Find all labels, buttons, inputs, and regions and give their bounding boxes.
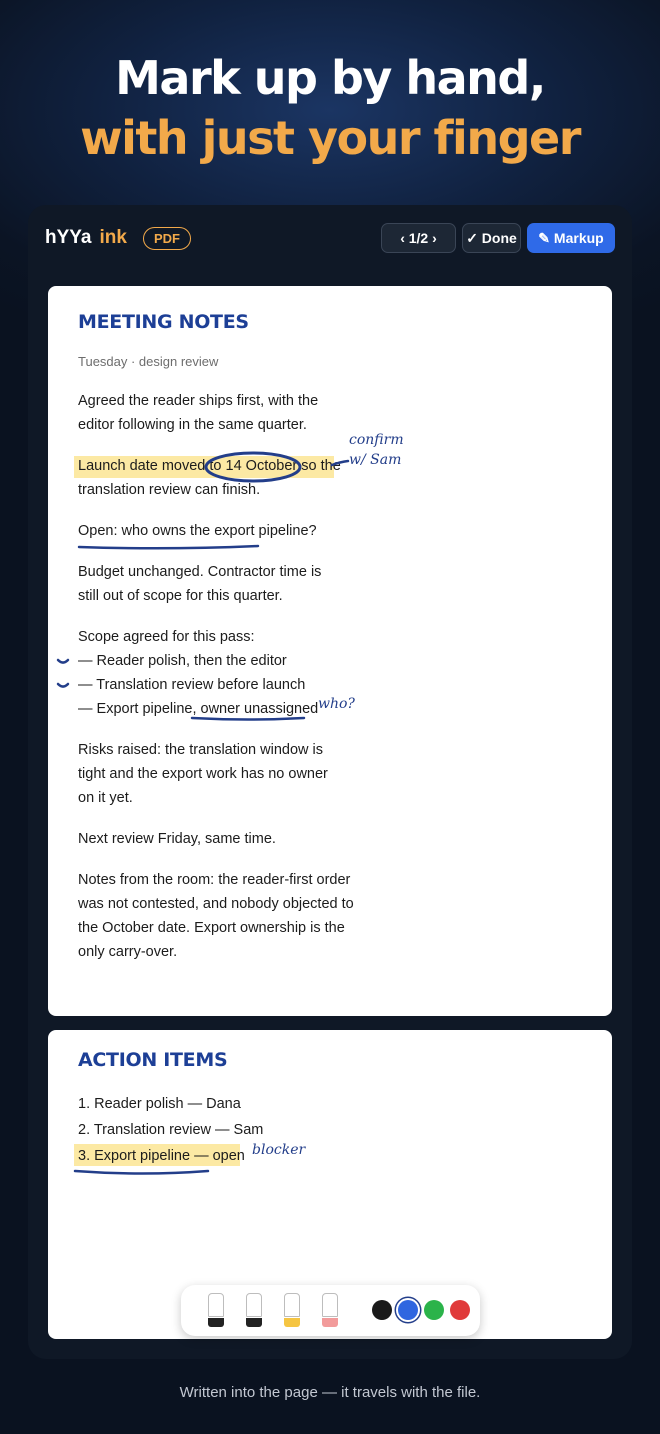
text-line: — Translation review before launch [78,677,306,693]
markup-button[interactable]: ✎ Markup [527,223,615,253]
ink-note-with-sam: w/ Sam [349,452,402,468]
color-swatch-black[interactable] [372,1300,392,1320]
ink-note-who: who? [318,696,355,712]
page-navigator-button[interactable]: ‹ 1/2 › [381,223,456,253]
text-line: Scope agreed for this pass: [78,629,255,645]
text-line: Budget unchanged. Contractor time is [78,564,322,580]
ink-check-1 [58,660,68,663]
document-page-1[interactable] [48,286,612,1016]
page-subtitle: Tuesday · design review [78,354,219,369]
paragraph-1 [78,389,378,437]
hero-line-1: Mark up by hand, [115,51,545,105]
text-line: still out of scope for this quarter. [78,588,283,604]
text-line: translation review can finish. [78,482,261,498]
text-line: Open: who owns the export pipeline? [78,523,317,539]
paragraph-2 [78,454,378,502]
paragraph-3 [78,519,378,543]
highlighter-yellow-tool[interactable] [284,1293,300,1327]
done-button[interactable]: ✓ Done [462,223,521,253]
brand-name: hYYa [45,227,92,248]
list-item: 1. Reader polish — Dana [78,1096,241,1112]
text-line: on it yet. [78,790,133,806]
text-line: Next review Friday, same time. [78,831,276,847]
text-line: — Export pipeline, owner unassigned [78,701,319,717]
brand-suffix: ink [99,227,127,248]
hero-headline [0,48,660,168]
list-item: 2. Translation review — Sam [78,1122,264,1138]
paragraph-4 [78,560,378,608]
paragraph-7 [78,827,378,851]
text-line: tight and the export work has no owner [78,766,328,782]
text-line: Agreed the reader ships first, with the [78,393,319,409]
color-swatch-blue[interactable] [398,1300,418,1320]
page-title: MEETING NOTES [78,311,249,333]
paragraph-5 [78,625,378,721]
text-line: only carry-over. [78,944,178,960]
color-swatch-green[interactable] [424,1300,444,1320]
text-line: — Reader polish, then the editor [78,653,287,669]
text-line: Launch date moved to 14 October so the [78,458,341,474]
ink-note-blocker: blocker [252,1142,306,1158]
action-items-title: ACTION ITEMS [78,1049,228,1071]
action-items-list [78,1091,378,1169]
eraser-pink-tool[interactable] [322,1293,338,1327]
marker-black-tool[interactable] [246,1293,262,1327]
text-line: the October date. Export ownership is the [78,920,345,936]
text-line: Risks raised: the translation window is [78,742,323,758]
app-brand [45,225,191,251]
hero-line-2: with just your finger [80,111,580,165]
text-line: editor following in the same quarter. [78,417,307,433]
text-line: Notes from the room: the reader-first order [78,872,351,888]
color-swatch-red[interactable] [450,1300,470,1320]
text-line: was not contested, and nobody objected to [78,896,354,912]
paragraph-8 [78,868,378,964]
footer-caption: Written into the page — it travels with the file. [179,1384,481,1401]
paragraph-6 [78,738,378,810]
pen-black-tool[interactable] [208,1293,224,1327]
ink-underline-export [75,1171,208,1174]
ink-check-2 [58,684,68,687]
ink-underline-open [79,546,258,548]
pdf-badge: PDF [143,227,191,250]
ink-note-confirm: confirm [349,432,404,448]
markup-palette [181,1285,480,1336]
list-item: 3. Export pipeline — open [78,1148,245,1164]
